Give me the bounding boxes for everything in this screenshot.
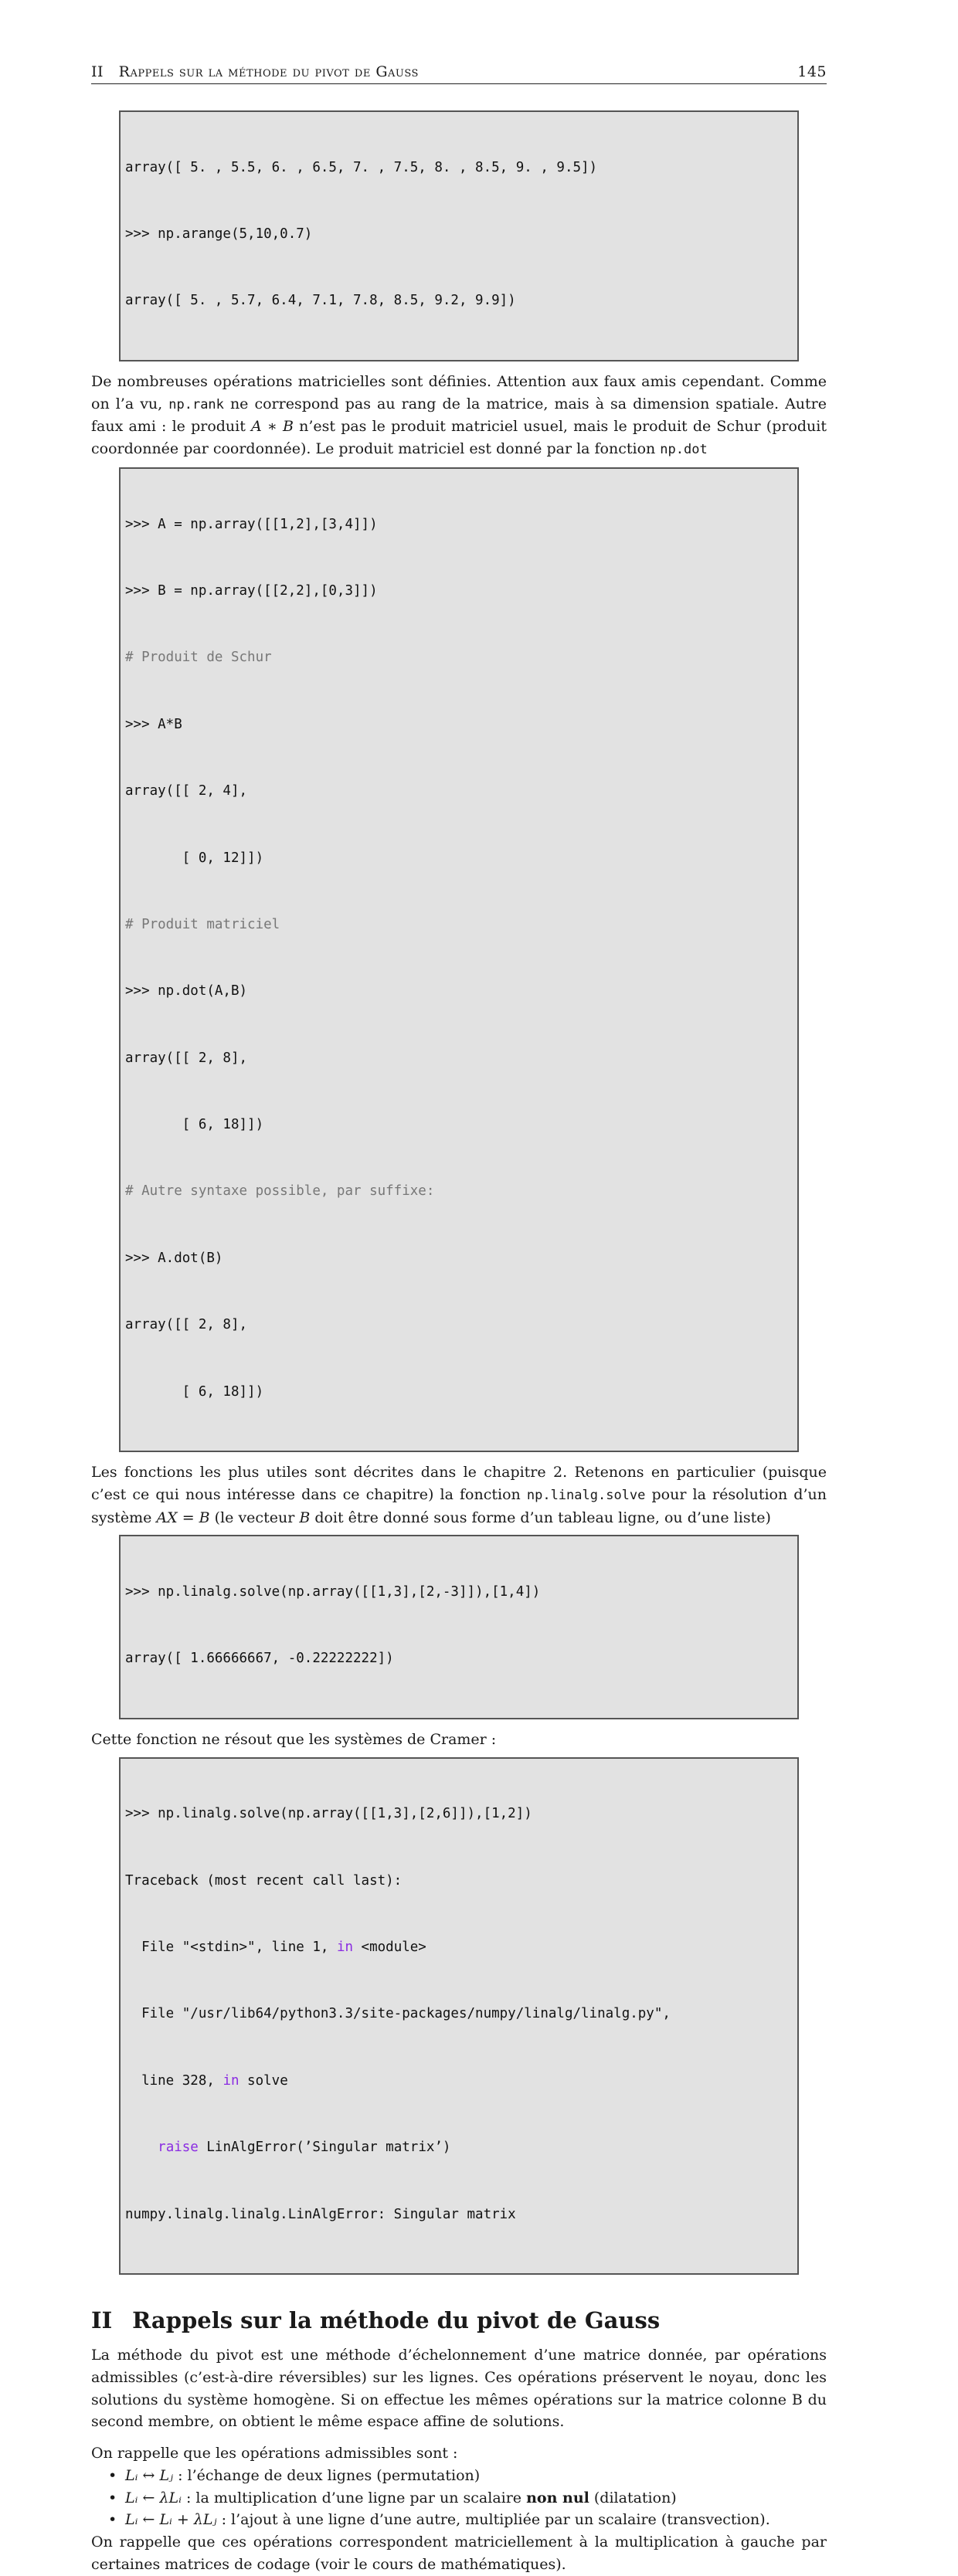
text: : l’ajout à une ligne d’une autre, multipliée par un scalaire (transvection). (216, 2511, 770, 2529)
code-comment: # Produit de Schur (125, 650, 272, 666)
text: (dilatation) (589, 2489, 677, 2506)
list-item (125, 2509, 827, 2531)
inline-code: np.linalg.solve (526, 1487, 646, 1503)
code-line (125, 1936, 797, 1959)
code-text: File "<stdin>", line 1, (125, 1939, 337, 1955)
section-heading (91, 2307, 827, 2333)
running-head-chapter: Rappels sur la méthode du pivot de Gauss (118, 63, 419, 80)
code-line: array([ 5. , 5.7, 6.4, 7.1, 7.8, 8.5, 9.2, 9.9]) (125, 293, 516, 309)
text: pour la résolution d’un système (91, 1485, 827, 1526)
math: A ∗ B (251, 418, 294, 436)
code-block-products (119, 467, 799, 1452)
code-text: solve (239, 2072, 288, 2089)
code-text: <module> (353, 1939, 426, 1955)
running-head (91, 63, 827, 84)
code-keyword: in (223, 2072, 240, 2089)
code-comment: # Autre syntaxe possible, par suffixe: (125, 1183, 435, 1200)
paragraph-operations-intro: On rappelle que les opérations admissibles sont : (91, 2445, 458, 2462)
section-number: II (91, 2306, 113, 2333)
paragraph-linalg-solve (91, 1461, 827, 1529)
code-text: LinAlgError(’Singular matrix’) (198, 2140, 451, 2156)
code-line: File "/usr/lib64/python3.3/site-packages/numpy/linalg/linalg.py", (125, 2006, 671, 2022)
paragraph-pivot-intro: La méthode du pivot est une méthode d’échelonnement d’une matrice donnée, par opérations admissibles (c’est-à-dire réversibles) sur les lignes. Ces opérations préservent le noyau, donc les solutions du système homogène. Si on effectue les mêmes opérations sur la matrice colonne B du second membre, on obtient le même espace affine de solutions. (91, 2346, 827, 2431)
code-indent (125, 2140, 158, 2155)
code-line: array([ 1.66666667, -0.22222222]) (125, 1651, 394, 1667)
math: Lᵢ ← Lᵢ + λLⱼ (125, 2511, 217, 2529)
math: Lᵢ ↔ Lⱼ (125, 2466, 174, 2484)
text: n’est pas le produit matriciel usuel, mais le produit de Schur (produit coordonnée par coordonnée). Le produit matriciel est donné par la fonction (91, 418, 827, 458)
text: ne correspond pas au rang de la matrice, mais à sa dimension spatiale. Autre faux ami : le produit (91, 395, 827, 436)
text: : l’échange de deux lignes (permutation) (173, 2466, 481, 2484)
code-line: >>> A*B (125, 716, 182, 732)
text: doit être donné sous forme d’un tableau ligne, ou d’une liste) (310, 1509, 771, 1526)
code-comment: # Produit matriciel (125, 916, 280, 932)
code-line: >>> A.dot(B) (125, 1250, 223, 1266)
text: (le vecteur (209, 1509, 300, 1526)
code-line: array([[ 2, 8], (125, 1050, 248, 1066)
code-line: >>> A = np.array([[1,2],[3,4]]) (125, 516, 378, 532)
code-line: >>> np.linalg.solve(np.array([[1,3],[2,6]]),[1,2]) (125, 1806, 532, 1822)
inline-code: np.rank (168, 396, 224, 412)
code-block-traceback (119, 1757, 799, 2275)
code-line: [ 0, 12]]) (125, 850, 264, 866)
code-line: numpy.linalg.linalg.LinAlgError: Singular matrix (125, 2206, 516, 2222)
code-line: >>> np.dot(A,B) (125, 983, 248, 1000)
page-number: 145 (797, 63, 827, 80)
code-line: array([[ 2, 4], (125, 783, 248, 799)
code-block-solve (119, 1535, 799, 1719)
section-title: Rappels sur la méthode du pivot de Gauss (132, 2306, 661, 2333)
list-item (125, 2465, 827, 2487)
inline-code: np.dot (660, 442, 708, 458)
text: : la multiplication d’une ligne par un scalaire (181, 2489, 527, 2506)
code-line (125, 2070, 797, 2092)
code-block-arange (119, 110, 799, 361)
code-line: >>> np.linalg.solve(np.array([[1,3],[2,-3]]),[1,4]) (125, 1584, 541, 1600)
text: Les fonctions les plus utiles sont décrites dans le chapitre 2. Retenons en particulier (puisque c’est ce qui nous intéresse dans ce chapitre) la fonction (91, 1464, 827, 1503)
list-item (125, 2487, 827, 2510)
paragraph-faux-amis (91, 371, 827, 461)
running-head-title (91, 63, 419, 80)
code-line: array([ 5. , 5.5, 6. , 6.5, 7. , 7.5, 8. , 8.5, 9. , 9.5]) (125, 159, 598, 175)
bold-text: non nul (526, 2489, 589, 2506)
code-line: [ 6, 18]]) (125, 1117, 264, 1133)
code-line: [ 6, 18]]) (125, 1383, 264, 1400)
math: Lᵢ ← λLᵢ (125, 2489, 182, 2506)
text: De nombreuses opérations matricielles sont définies. Attention aux faux amis cependant. Comme on l’a vu, (91, 372, 827, 412)
code-line: Traceback (most recent call last): (125, 1872, 403, 1889)
code-text: line 328, (125, 2072, 223, 2089)
paragraph-cramer: Cette fonction ne résout que les systèmes de Cramer : (91, 1730, 497, 1748)
code-line: array([[ 2, 8], (125, 1317, 248, 1333)
code-line: >>> B = np.array([[2,2],[0,3]]) (125, 582, 378, 599)
running-head-section: II (91, 63, 104, 80)
code-line (125, 2136, 797, 2159)
code-keyword: in (336, 1939, 354, 1955)
math: AX = B (156, 1509, 210, 1526)
code-line: >>> np.arange(5,10,0.7) (125, 226, 313, 242)
page (91, 63, 827, 2576)
operations-list (91, 2465, 827, 2531)
paragraph-matrices-codage: On rappelle que ces opérations correspondent matriciellement à la multiplication à gauche par certaines matrices de codage (voir le cours de mathématiques). (91, 2534, 827, 2574)
math: B (299, 1509, 311, 1526)
code-keyword: raise (158, 2140, 199, 2156)
